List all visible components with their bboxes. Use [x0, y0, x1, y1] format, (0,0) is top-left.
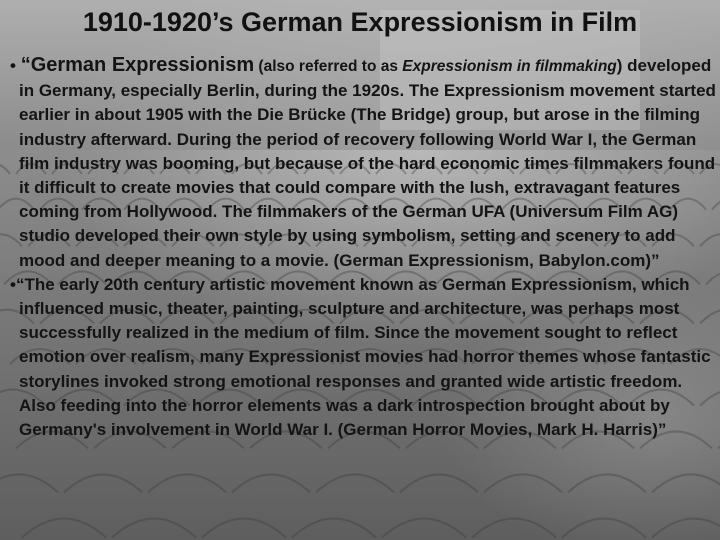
seat-back — [202, 519, 286, 538]
seat-back — [292, 519, 376, 538]
seat-back — [400, 474, 478, 492]
term-german-expressionism: German Expressionism — [30, 54, 255, 76]
seat-back — [562, 519, 646, 538]
seat-back — [652, 474, 720, 492]
paragraph2-text: “The early 20th century artistic movement known as German Expressionism, which influenced music, theater, painting, sculpture and architecture, was perhaps most successfully realized in the medium of film. Since the movement sought to reflect emotion over realism, many Expressionist movies had horror themes whose fantastic storylines invoked strong emotional responses and granted wide artistic freedom. Also feeding into the horror elements was a dark introspection brought about by Germany's involvement in World War I. (German Horror Movies, Mark H. Harris)” — [15, 274, 711, 440]
paragraph-horror-movies — [10, 273, 718, 442]
bullet: • — [10, 56, 16, 75]
seat-back — [22, 519, 106, 538]
slide-title: 1910-1920’s German Expressionism in Film — [82, 7, 638, 37]
seat-back — [148, 474, 226, 492]
seat-back — [64, 474, 142, 492]
seat-back — [568, 474, 646, 492]
slide-body — [10, 53, 718, 442]
seat-back — [652, 519, 720, 538]
seat-back — [316, 474, 394, 492]
seat-back — [472, 519, 556, 538]
seat-back — [232, 474, 310, 492]
quote-open: “ — [20, 54, 31, 76]
seat-back — [382, 519, 466, 538]
paragraph1-body: developed in Germany, especially Berlin, during the 1920s. The Expressionism movement started earlier in about 1905 with the Die Brücke (The Bridge) group, but arose in the filming industry afterward. During the period of recovery following World War I, the German film industry was booming, but because of the hard economic times filmmakers found it difficult to create movies that could compare with the lush, extravagant features coming from Hollywood. The filmmakers of the German UFA (Universum Film AG) studio developed their own style by using symbolism, setting and scenery to add mood and deeper meaning to a movie. (German Expressionism, Babylon.com)” — [19, 56, 716, 270]
seat-back — [0, 164, 10, 174]
paren-open: (also referred to as — [254, 58, 403, 75]
seat-back — [0, 474, 58, 492]
seat-back — [112, 519, 196, 538]
bullet: • — [10, 274, 16, 294]
seat-back — [484, 474, 562, 492]
paragraph-german-expressionism — [10, 53, 718, 273]
alt-term: Expressionism in filmmaking — [402, 58, 617, 75]
paren-close: ) — [616, 56, 623, 75]
